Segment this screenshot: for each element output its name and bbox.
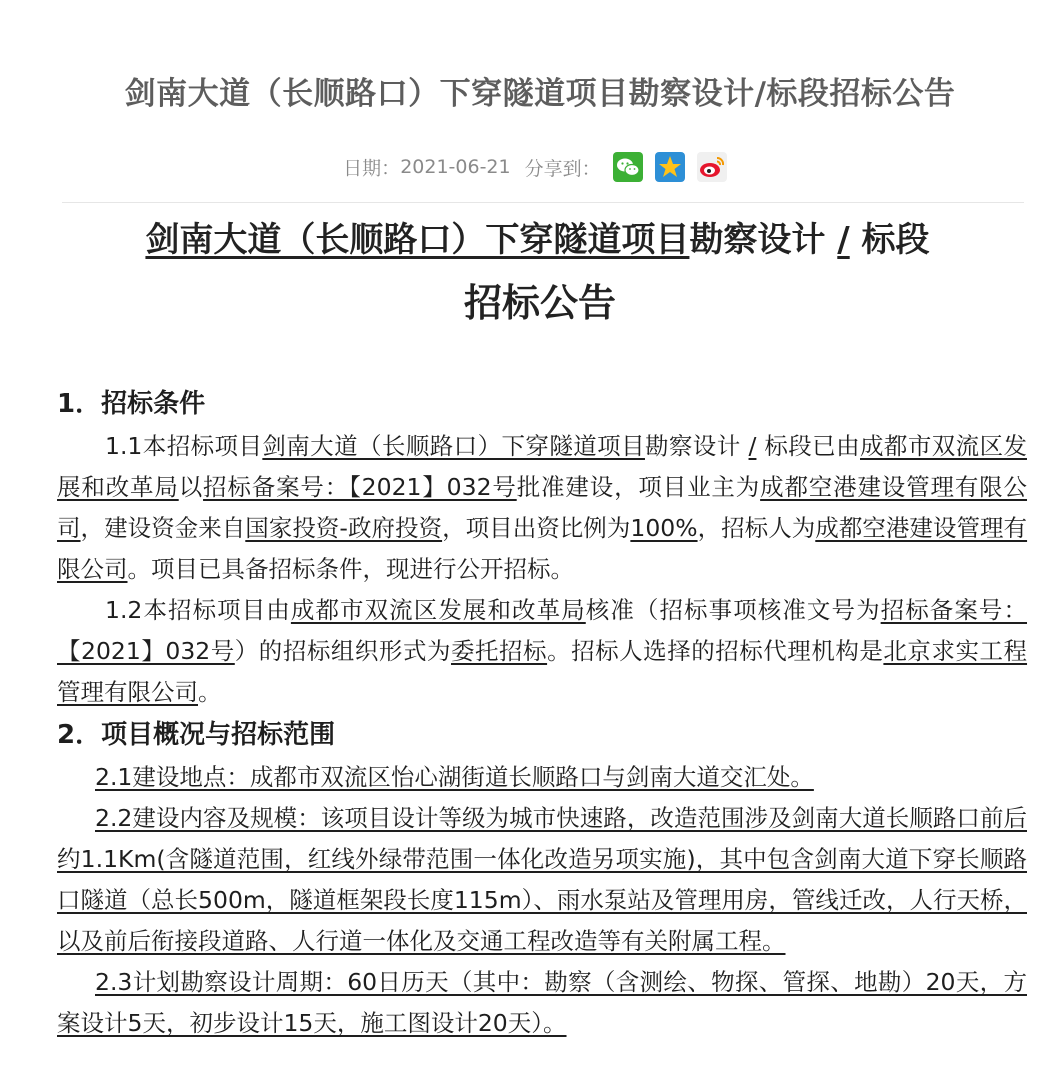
text: 1.2本招标项目由 <box>105 596 291 624</box>
weibo-icon[interactable] <box>697 152 727 182</box>
approval-authority: 成都市双流区发展和改革局 <box>57 432 1027 501</box>
text: ）的招标组织形式为 <box>234 637 451 665</box>
text: 2.2建设内容及规模：该项目设计等级为城市快速路，改造范围涉及剑南大道长顺路口前后约1.1Km(含隧道范围，红线外绿带范围一体化改造另项实施)，其中包含剑南大道下穿长顺路口隧道（总长500m，隧道框架段长度115m）、雨水泵站及管理用房，管线迁改，人行天桥，以及前后衔接段道路、人行道一体化及交通工程改造等有关附属工程。 <box>57 804 1027 955</box>
text: ，建设资金来自 <box>80 514 246 542</box>
text: 核准（招标事项核准文号为 <box>585 596 881 624</box>
title-part: 标段 <box>861 220 930 260</box>
paragraph-1-1 <box>57 426 1027 590</box>
funding-source: 国家投资-政府投资 <box>245 514 443 542</box>
approval-authority: 成都市双流区发展和改革局 <box>290 596 586 624</box>
text: 。招标人选择的招标代理机构是 <box>547 637 884 665</box>
article-title: 剑南大道（长顺路口）下穿隧道项目勘察设计/标段招标公告 <box>124 76 956 112</box>
date-label: 日期： <box>343 157 401 180</box>
document-subtitle: 招标公告 <box>463 281 616 325</box>
funding-ratio: 100% <box>630 514 698 542</box>
text: 批准建设，项目业主为 <box>516 473 761 501</box>
project-name: 剑南大道（长顺路口）下穿隧道项目 <box>262 432 645 460</box>
paragraph-2-2 <box>57 798 1027 962</box>
text: ，招标人为 <box>697 514 816 542</box>
text: / <box>748 432 757 460</box>
title-project-name: 剑南大道（长顺路口）下穿隧道项目 <box>145 220 690 260</box>
title-part: 勘察设计 <box>689 220 826 260</box>
tender-form: 委托招标 <box>450 637 548 665</box>
wechat-icon[interactable] <box>613 152 643 182</box>
text: 2.3计划勘察设计周期：60日历天（其中：勘察（含测绘、物探、管探、地勘）20天，方案设计5天，初步设计15天，施工图设计20天）。 <box>57 968 1027 1037</box>
paragraph-2-1 <box>57 757 1027 798</box>
paragraph-2-3 <box>57 962 1027 1044</box>
project-owner: 成都空港建设管理有限公司 <box>57 473 1028 542</box>
text: 。项目已具备招标条件，现进行公开招标。 <box>127 555 574 583</box>
share-label: 分享到： <box>524 157 601 180</box>
text: 1.1本招标项目 <box>105 432 263 460</box>
article-meta <box>0 152 1057 182</box>
paragraph-1-2 <box>57 590 1027 713</box>
record-number: 招标备案号：【2021】032号 <box>203 473 517 501</box>
tenderer: 成都空港建设管理有限公司 <box>57 514 1028 583</box>
title-slash: / <box>837 220 850 260</box>
text: 2.1建设地点：成都市双流区怡心湖街道长顺路口与剑南大道交汇处。 <box>95 763 814 791</box>
divider <box>62 202 1024 203</box>
date-value: 2021-06-21 <box>400 156 511 178</box>
text: 。 <box>198 678 222 706</box>
section-heading: 2．项目概况与招标范围 <box>57 720 336 750</box>
document-body <box>57 382 1027 1044</box>
tender-agency: 北京求实工程管理有限公司 <box>57 637 1028 706</box>
document-title <box>0 212 1057 261</box>
record-number: 招标备案号：【2021】032号 <box>57 596 1028 665</box>
text: 勘察设计 <box>644 432 749 460</box>
text: 标段已由 <box>756 432 860 460</box>
qzone-icon[interactable] <box>655 152 685 182</box>
section-heading: 1．招标条件 <box>57 389 206 419</box>
text: ，项目出资比例为 <box>442 514 631 542</box>
text: 以 <box>178 473 204 501</box>
